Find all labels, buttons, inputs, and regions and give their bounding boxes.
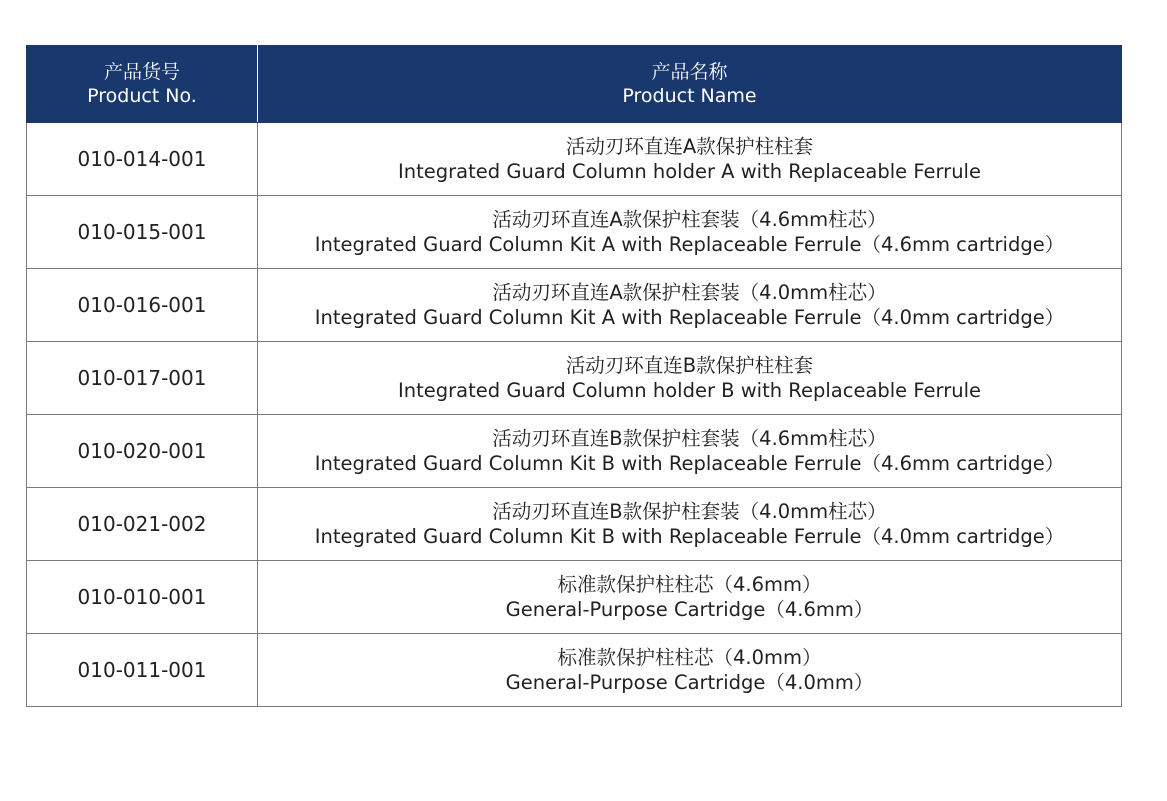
- product-no-header-cn: 产品货号: [103, 61, 180, 83]
- product-name-cn: 标准款保护柱柱芯（4.0mm）: [557, 646, 822, 669]
- product-name-cell: [258, 561, 1122, 634]
- table-row: [27, 123, 1122, 196]
- product-name-header-cn: 产品名称: [651, 61, 728, 83]
- product-no-cell: 010-014-001: [27, 123, 258, 196]
- table-row: [27, 196, 1122, 269]
- product-name-en: General-Purpose Cartridge（4.6mm）: [505, 598, 874, 621]
- table-row: [27, 634, 1122, 707]
- product-no-header-en: Product No.: [87, 85, 197, 107]
- product-no-cell: 010-017-001: [27, 342, 258, 415]
- product-name-en: Integrated Guard Column holder A with Replaceable Ferrule: [398, 160, 981, 183]
- product-name-cn: 标准款保护柱柱芯（4.6mm）: [557, 573, 822, 596]
- product-name-cn: 活动刃环直连B款保护柱套装（4.0mm柱芯）: [492, 500, 887, 523]
- table-row: [27, 269, 1122, 342]
- table-header: [27, 46, 1122, 123]
- product-name-cell: [258, 269, 1122, 342]
- product-no-cell: 010-021-002: [27, 488, 258, 561]
- product-name-en: Integrated Guard Column Kit B with Replaceable Ferrule（4.0mm cartridge）: [314, 525, 1065, 548]
- product-name-cell: [258, 196, 1122, 269]
- product-name-en: Integrated Guard Column Kit A with Replaceable Ferrule（4.6mm cartridge）: [314, 233, 1065, 256]
- product-no-header: [27, 46, 258, 123]
- product-name-cell: [258, 415, 1122, 488]
- product-no-cell: 010-016-001: [27, 269, 258, 342]
- product-name-cn: 活动刃环直连A款保护柱套装（4.0mm柱芯）: [492, 281, 887, 304]
- product-no-cell: 010-015-001: [27, 196, 258, 269]
- product-name-en: Integrated Guard Column Kit B with Replaceable Ferrule（4.6mm cartridge）: [314, 452, 1065, 475]
- product-table: [26, 45, 1122, 707]
- product-no-cell: 010-011-001: [27, 634, 258, 707]
- product-no-cell: 010-010-001: [27, 561, 258, 634]
- product-name-en: Integrated Guard Column holder B with Replaceable Ferrule: [398, 379, 981, 402]
- product-name-cell: [258, 342, 1122, 415]
- product-name-cell: [258, 634, 1122, 707]
- product-name-en: General-Purpose Cartridge（4.0mm）: [505, 671, 874, 694]
- table-row: [27, 488, 1122, 561]
- product-name-cell: [258, 488, 1122, 561]
- product-name-cn: 活动刃环直连B款保护柱柱套: [565, 354, 814, 377]
- product-name-header-en: Product Name: [622, 85, 757, 107]
- table-body: [27, 123, 1122, 707]
- table-row: [27, 415, 1122, 488]
- table-row: [27, 561, 1122, 634]
- product-name-en: Integrated Guard Column Kit A with Replaceable Ferrule（4.0mm cartridge）: [314, 306, 1065, 329]
- header-row: [27, 46, 1122, 123]
- product-no-cell: 010-020-001: [27, 415, 258, 488]
- product-name-cn: 活动刃环直连A款保护柱柱套: [565, 135, 814, 158]
- product-name-cell: [258, 123, 1122, 196]
- product-name-header: [258, 46, 1122, 123]
- table-row: [27, 342, 1122, 415]
- product-name-cn: 活动刃环直连A款保护柱套装（4.6mm柱芯）: [492, 208, 887, 231]
- product-name-cn: 活动刃环直连B款保护柱套装（4.6mm柱芯）: [492, 427, 887, 450]
